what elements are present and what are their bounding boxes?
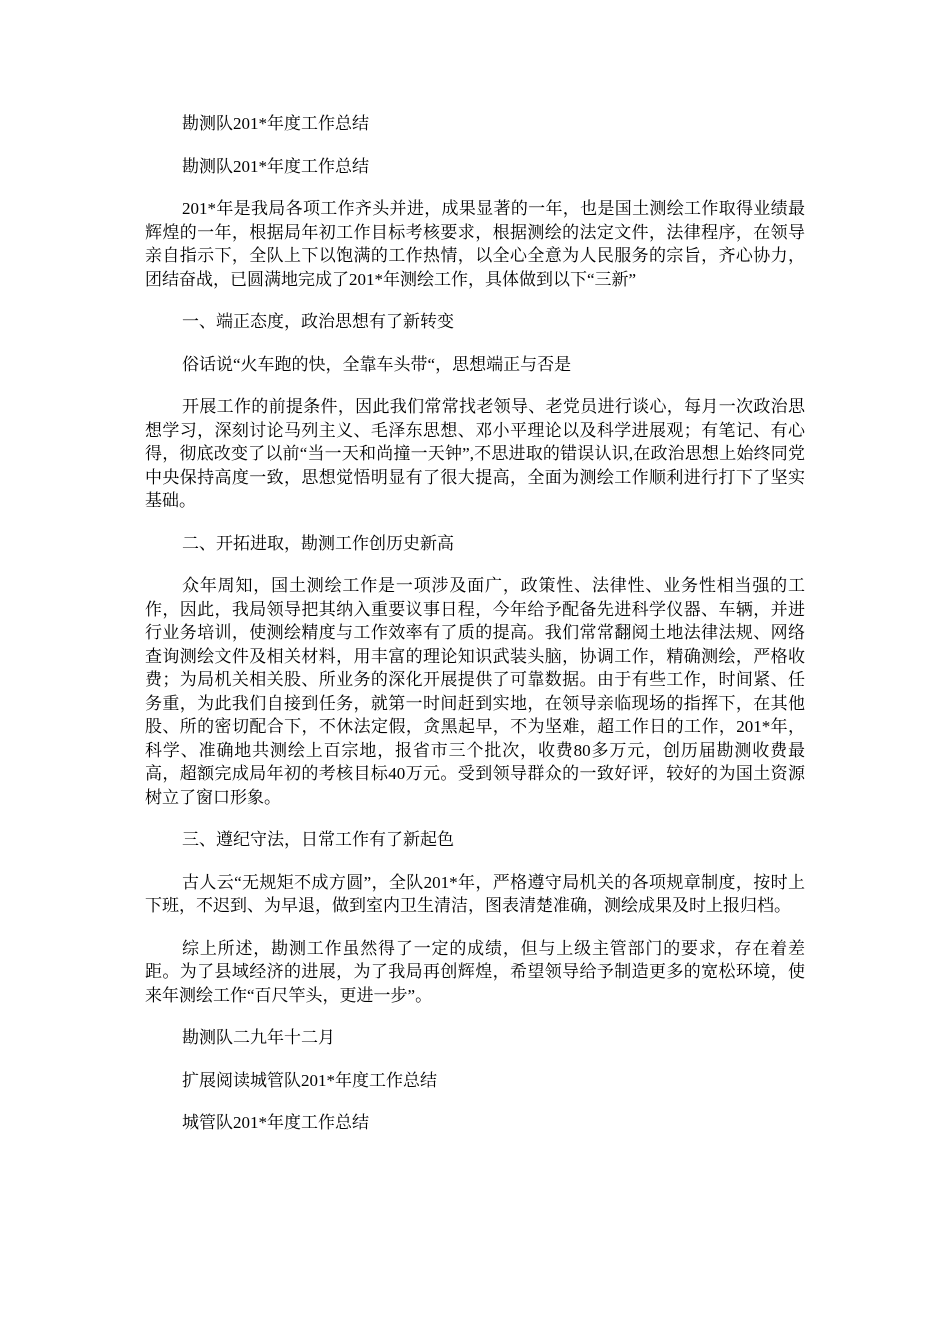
intro-paragraph: 201*年是我局各项工作齐头并进，成果显著的一年，也是国土测绘工作取得业绩最辉煌的一年，根据局年初工作目标考核要求，根据测绘的法定文件，法律程序，在领导亲自指示下，全队上下以饱满的工作热情，以全心全意为人民服务的宗旨，齐心协力，团结奋战，已圆满地完成了201*年测绘工作，具体做到以下“三新” [145,199,805,289]
section-heading-1: 一、端正态度，政治思想有了新转变 [182,312,454,331]
summary-paragraph: 综上所述，勘测工作虽然得了一定的成绩，但与上级主管部门的要求，存在着差距。为了县域经济的进展，为了我局再创辉煌，希望领导给予制造更多的宽松环境，使来年测绘工作“百尺竿头，更进一步”。 [145,938,805,1005]
section-3-body: 古人云“无规矩不成方圆”，全队201*年，严格遵守局机关的各项规章制度，按时上下班，不迟到、为早退，做到室内卫生清洁，图表清楚准确，测绘成果及时上报归档。 [145,872,805,915]
signature-date: 勘测队二九年十二月 [182,1028,335,1047]
extended-reading-heading: 扩展阅读城管队201*年度工作总结 [182,1070,437,1090]
document-subtitle: 勘测队201*年度工作总结 [182,156,369,176]
section-heading-3: 三、遵纪守法，日常工作有了新起色 [182,830,454,849]
section-2-body: 众年周知，国土测绘工作是一项涉及面广，政策性、法律性、业务性相当强的工作，因此，我局领导把其纳入重要议事日程，今年给予配备先进科学仪器、车辆，并进行业务培训，使测绘精度与工作效率有了质的提高。我们常常翻阅土地法律法规、网络查询测绘文件及相关材料，用丰富的理论知识武装头脑，协调工作，精确测绘，严格收费；为局机关相关股、所业务的深化开展提供了可靠数据。由于有些工作，时间紧、任务重，为此我们自接到任务，就第一时间赶到实地，在领导亲临现场的指挥下，在其他股、所的密切配合下，不休法定假，贪黑起早，不为坚难，超工作日的工作，201*年，科学、准确地共测绘上百宗地，报省市三个批次，收费80多万元，创历届勘测收费最高，超额完成局年初的考核目标40万元。受到领导群众的一致好评，较好的为国土资源树立了窗口形象。 [145,576,805,807]
section-1-lead: 俗话说“火车跑的快，全靠车头带“，思想端正与否是 [182,354,572,374]
section-1-body: 开展工作的前提条件，因此我们常常找老领导、老党员进行谈心，每月一次政治思想学习，深刻讨论马列主义、毛泽东思想、邓小平理论以及科学进展观；有笔记、有心得，彻底改变了以前“当一天和尚撞一天钟”,不思进取的错误认识,在政治思想上始终同党中央保持高度一致，思想觉悟明显有了很大提高，全面为测绘工作顺利进行打下了坚实基础。 [145,397,805,510]
section-heading-2: 二、开拓进取，勘测工作创历史新高 [182,533,454,553]
document-title: 勘测队201*年度工作总结 [182,114,369,133]
document-body [145,112,805,1154]
extended-reading-title: 城管队201*年度工作总结 [182,1113,369,1132]
